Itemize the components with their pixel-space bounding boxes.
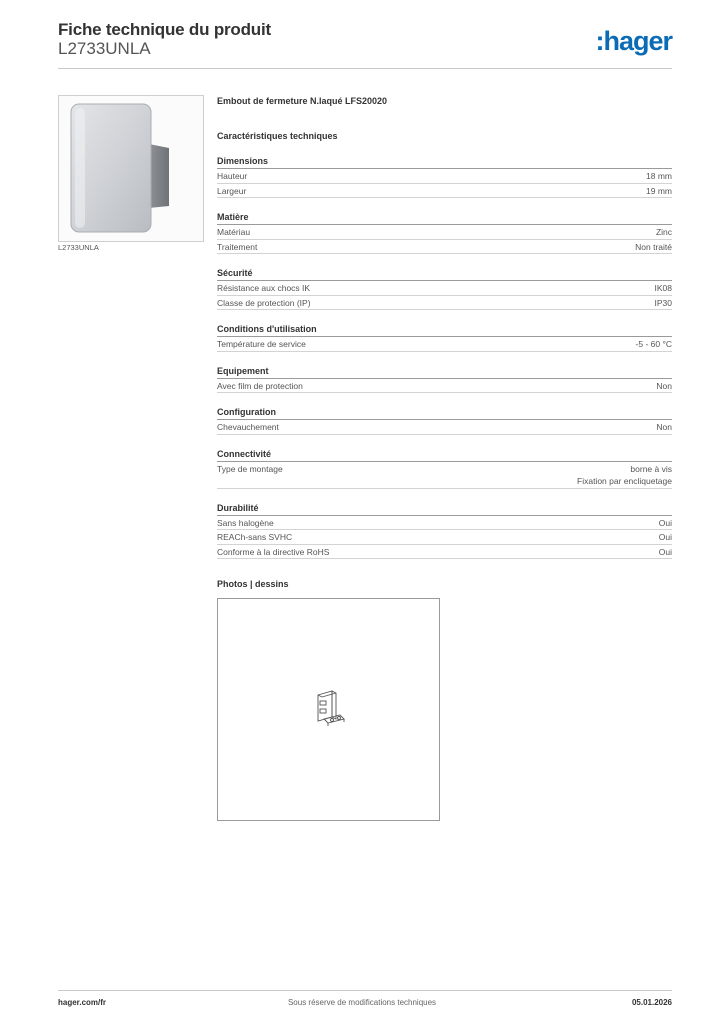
- footer-date: 05.01.2026: [631, 998, 672, 1007]
- end-cap-drawing: [310, 689, 350, 729]
- technical-characteristics-heading: Caractéristiques techniques: [217, 131, 338, 141]
- footer-disclaimer: Sous réserve de modifications techniques: [287, 998, 437, 1007]
- characteristic-value-line: IP30: [654, 297, 672, 308]
- characteristic-label: Sans halogène: [217, 517, 274, 528]
- characteristic-value-line: Oui: [658, 532, 672, 542]
- group-title: Matière: [217, 211, 672, 225]
- characteristics-group: [217, 211, 672, 254]
- product-code: L2733UNLA: [58, 39, 151, 58]
- product-description: Embout de fermeture N.laqué LFS20020: [217, 96, 388, 106]
- characteristic-value-line: Oui: [658, 517, 672, 528]
- characteristics-group: [217, 155, 672, 198]
- characteristics-group: [217, 267, 672, 310]
- characteristics-group: [217, 323, 672, 352]
- characteristics-group: [217, 406, 672, 435]
- group-title: Durabilité: [217, 502, 672, 516]
- characteristic-label: Température de service: [217, 339, 306, 349]
- group-title: Equipement: [217, 365, 672, 379]
- characteristic-label: Matériau: [217, 227, 251, 237]
- group-title: Conditions d'utilisation: [217, 323, 672, 337]
- characteristic-row: [217, 337, 672, 352]
- characteristic-row: [217, 420, 672, 435]
- characteristic-value: [636, 338, 672, 351]
- characteristic-value: [656, 421, 672, 434]
- characteristics-groups: [217, 155, 672, 559]
- characteristic-value-line: Fixation par encliquetage: [577, 476, 672, 486]
- footer-website-link[interactable]: hager.com/fr: [58, 998, 107, 1007]
- technical-drawing: [217, 598, 440, 821]
- characteristic-value: [646, 185, 672, 198]
- footer-divider: [58, 990, 672, 991]
- characteristic-value-line: IK08: [654, 283, 672, 293]
- characteristic-row: [217, 545, 672, 560]
- characteristic-value: [655, 282, 673, 295]
- main-content: [217, 95, 672, 821]
- characteristic-value: [659, 517, 672, 530]
- characteristic-label: Largeur: [217, 185, 247, 196]
- page-title: Fiche technique du produit: [58, 20, 271, 39]
- product-image: [58, 95, 204, 242]
- characteristic-label: REACh-sans SVHC: [217, 532, 293, 542]
- characteristic-row: [217, 240, 672, 255]
- characteristic-value-line: 18 mm: [646, 171, 672, 181]
- characteristic-value-line: 19 mm: [646, 185, 672, 196]
- characteristic-label: Avec film de protection: [217, 380, 303, 391]
- characteristic-label: Conforme à la directive RoHS: [217, 546, 330, 557]
- characteristic-value: [656, 226, 672, 239]
- characteristics-group: [217, 365, 672, 394]
- characteristic-label: Chevauchement: [217, 422, 279, 432]
- characteristic-value-line: -5 - 60 °C: [635, 339, 672, 349]
- characteristic-value-line: Non traité: [635, 241, 672, 252]
- characteristic-row: [217, 281, 672, 296]
- hager-logo[interactable]: :hager: [595, 26, 672, 56]
- characteristic-row: [217, 379, 672, 394]
- characteristic-label: Résistance aux chocs IK: [217, 283, 311, 293]
- header-divider: [58, 68, 672, 69]
- characteristic-value: [655, 297, 673, 310]
- characteristic-value-line: Zinc: [655, 227, 672, 237]
- group-title: Connectivité: [217, 448, 672, 462]
- characteristics-group: [217, 448, 672, 489]
- characteristic-row: [217, 530, 672, 545]
- characteristics-group: [217, 502, 672, 560]
- characteristic-value-line: Oui: [658, 546, 672, 557]
- characteristic-label: Hauteur: [217, 171, 248, 181]
- characteristic-value-line: Non: [656, 380, 672, 391]
- characteristic-row: [217, 516, 672, 531]
- characteristic-value: [635, 241, 672, 254]
- characteristic-row: [217, 169, 672, 184]
- characteristic-label: Type de montage: [217, 463, 283, 474]
- characteristic-value: [659, 546, 672, 559]
- product-image-caption: L2733UNLA: [58, 243, 99, 252]
- characteristic-value-line: borne à vis: [630, 463, 672, 474]
- end-cap-photo: [59, 96, 203, 241]
- characteristic-value: [659, 531, 672, 544]
- characteristic-label: Traitement: [217, 241, 258, 252]
- characteristic-label: Classe de protection (IP): [217, 297, 311, 308]
- characteristic-row: [217, 184, 672, 199]
- group-title: Configuration: [217, 406, 672, 420]
- group-title: Dimensions: [217, 155, 672, 169]
- characteristic-row: [217, 225, 672, 240]
- photos-heading: Photos | dessins: [217, 579, 289, 589]
- characteristic-value: [656, 380, 672, 393]
- characteristic-row: [217, 296, 672, 311]
- characteristic-row: [217, 462, 672, 489]
- characteristic-value-line: Non: [656, 422, 672, 432]
- group-title: Sécurité: [217, 267, 672, 281]
- characteristic-value: [646, 170, 672, 183]
- characteristic-value: [577, 463, 672, 488]
